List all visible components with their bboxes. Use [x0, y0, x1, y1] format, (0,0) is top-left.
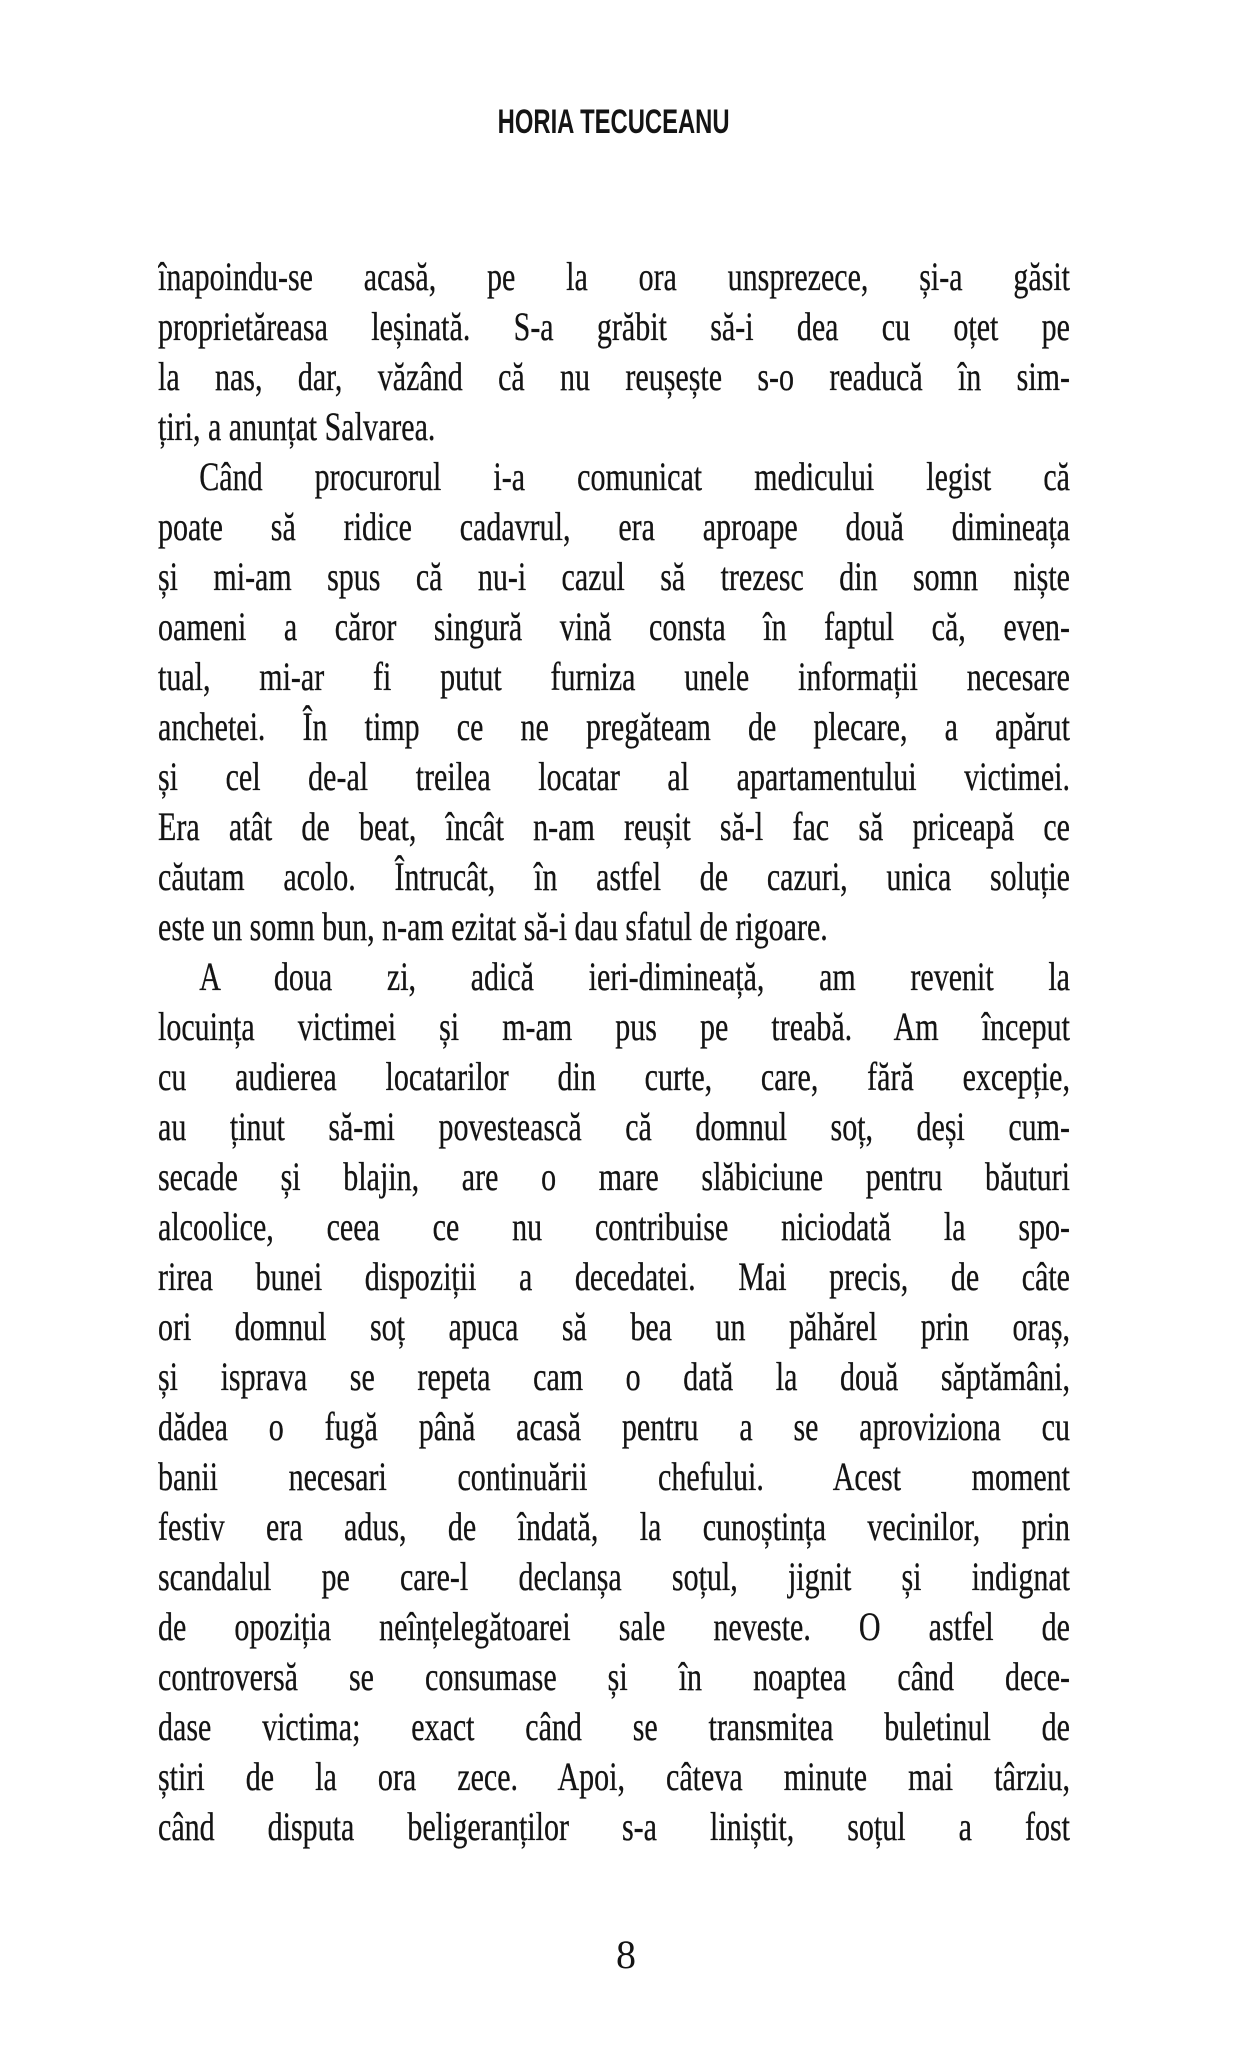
text-line: țiri, a anunțat Salvarea. — [158, 404, 436, 449]
text-line: ori domnul soț apuca să bea un păhărel prin oraș, — [158, 1304, 1070, 1349]
text-line: și mi-am spus că nu-i cazul să trezesc din somn niște — [158, 554, 1070, 599]
text-line: A doua zi, adică ieri-dimineață, am revenit la — [199, 954, 1070, 999]
text-line: locuința victimei și m-am pus pe treabă. Am început — [158, 1004, 1070, 1049]
text-line: este un somn bun, n-am ezitat să-i dau sfatul de rigoare. — [158, 904, 828, 949]
text-line: și cel de-al treilea locatar al apartamentului victimei. — [158, 754, 1070, 799]
text-line: cu audierea locatarilor din curte, care, fără excepție, — [158, 1054, 1070, 1099]
text-line: înapoindu-se acasă, pe la ora unsprezece, și-a găsit — [158, 254, 1070, 299]
text-line: controversă se consumase și în noaptea când dece- — [158, 1654, 1070, 1699]
text-line: știri de la ora zece. Apoi, câteva minute mai târziu, — [158, 1754, 1070, 1799]
text-line: Era atât de beat, încât n-am reușit să-l fac să priceapă ce — [158, 804, 1070, 849]
running-head: HORIA TECUCEANU — [498, 103, 730, 141]
text-line: poate să ridice cadavrul, era aproape două dimineața — [158, 504, 1070, 549]
text-line: dase victima; exact când se transmitea buletinul de — [158, 1704, 1070, 1749]
text-line: de opoziția neînțelegătoarei sale neveste. O astfel de — [158, 1604, 1070, 1649]
text-line: secade și blajin, are o mare slăbiciune pentru băuturi — [158, 1154, 1070, 1199]
text-line: când disputa beligeranților s-a liniștit, soțul a fost — [158, 1804, 1070, 1849]
text-line: și isprava se repeta cam o dată la două săptămâni, — [158, 1354, 1070, 1399]
text-line: la nas, dar, văzând că nu reușește s-o readucă în sim- — [158, 354, 1070, 399]
paragraph — [158, 252, 1070, 452]
running-head-container — [158, 102, 1070, 142]
page-body — [158, 252, 1070, 1852]
text-line: Când procurorul i-a comunicat medicului legist că — [199, 454, 1070, 499]
text-line: proprietăreasa leșinată. S-a grăbit să-i dea cu oțet pe — [158, 304, 1070, 349]
text-line: rirea bunei dispoziții a decedatei. Mai precis, de câte — [158, 1254, 1070, 1299]
paragraph — [158, 452, 1070, 952]
text-line: au ținut să-mi povestească că domnul soț, deși cum- — [158, 1104, 1070, 1149]
text-line: banii necesari continuării chefului. Acest moment — [158, 1454, 1070, 1499]
text-line: căutam acolo. Întrucât, în astfel de cazuri, unica soluție — [158, 854, 1070, 899]
page-number: 8 — [616, 1932, 636, 1977]
paragraph — [158, 952, 1070, 1852]
text-line: scandalul pe care-l declanșa soțul, jignit și indignat — [158, 1554, 1070, 1599]
text-line: festiv era adus, de îndată, la cunoștința vecinilor, prin — [158, 1504, 1070, 1549]
text-line: oameni a căror singură vină consta în faptul că, even- — [158, 604, 1070, 649]
text-line: anchetei. În timp ce ne pregăteam de plecare, a apărut — [158, 704, 1070, 749]
text-line: dădea o fugă până acasă pentru a se aproviziona cu — [158, 1404, 1070, 1449]
text-line: alcoolice, ceea ce nu contribuise niciodată la spo- — [158, 1204, 1070, 1249]
text-line: tual, mi-ar fi putut furniza unele informații necesare — [158, 654, 1070, 699]
